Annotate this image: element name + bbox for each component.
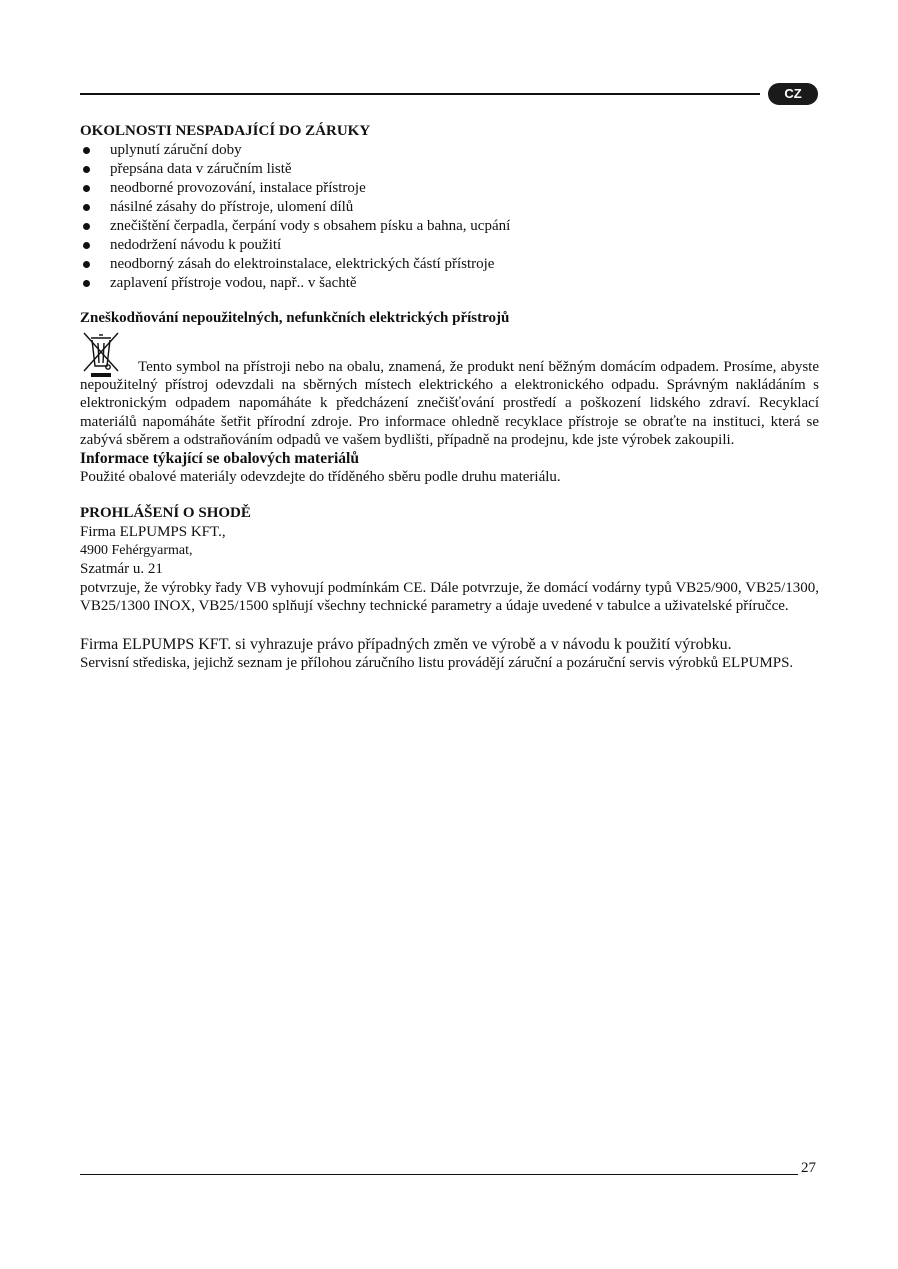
header-rule bbox=[80, 93, 760, 95]
page-number: 27 bbox=[801, 1160, 816, 1176]
page-content bbox=[80, 122, 819, 673]
list-item: uplynutí záruční doby bbox=[80, 141, 819, 160]
disposal-heading: Zneškodňování nepoužitelných, nefunkčních elektrických přístrojů bbox=[80, 310, 510, 326]
service-text: Servisní střediska, jejichž seznam je přílohou záručního listu provádějí záruční a pozáruční servis výrobků ELPUMPS. bbox=[80, 655, 794, 672]
disposal-text: Tento symbol na přístroji nebo na obalu, znamená, že produkt není běžným domácím odpadem. Prosíme, abyste nepoužitelný přístroj odevzdali na sběrných místech elektrického a elektronického odpadu. Správným nakládáním s elektronickým odpadem napomáháte k předcházení znečišťování prostředí a poškození lidského zdraví. Recyklací materiálů napomáháte šetřit přírodní zdroje. Pro informace ohledně recyklace přístroje se obraťte na instituci, která se zabývá sběrem a odstraňováním odpadů ve vašem bydlišti, případně na prodejnu, kde jste výrobek zakoupili. bbox=[80, 359, 819, 448]
disposal-body bbox=[80, 330, 819, 449]
declaration-heading: PROHLÁŠENÍ O SHODĚ bbox=[80, 505, 251, 522]
list-item: přepsána data v záručním listě bbox=[80, 160, 819, 179]
list-item: násilné zásahy do přístroje, ulomení dílů bbox=[80, 198, 819, 217]
company-city: 4900 Fehérgyarmat, bbox=[80, 542, 193, 558]
list-item: neodborné provozování, instalace přístroje bbox=[80, 179, 819, 198]
list-item: zaplavení přístroje vodou, např.. v šachtě bbox=[80, 274, 819, 293]
company-street: Szatmár u. 21 bbox=[80, 561, 163, 578]
bullet-icon bbox=[83, 185, 90, 192]
bullet-icon bbox=[83, 204, 90, 211]
closing-section bbox=[80, 635, 819, 672]
warranty-exclusions-list bbox=[80, 141, 819, 293]
bullet-icon bbox=[83, 147, 90, 154]
weee-crossed-bin-icon bbox=[80, 330, 122, 380]
packaging-heading: Informace týkající se obalových materiálů bbox=[80, 450, 359, 468]
list-item: neodborný zásah do elektroinstalace, elektrických částí přístroje bbox=[80, 255, 819, 274]
company-name: Firma ELPUMPS KFT., bbox=[80, 524, 226, 541]
bullet-icon bbox=[83, 280, 90, 287]
rights-text: Firma ELPUMPS KFT. si vyhrazuje právo případných změn ve výrobě a v návodu k použití výrobku. bbox=[80, 636, 732, 654]
list-item: znečištění čerpadla, čerpání vody s obsahem písku a bahna, ucpání bbox=[80, 217, 819, 236]
bullet-icon bbox=[83, 242, 90, 249]
packaging-text: Použité obalové materiály odevzdejte do tříděného sběru podle druhu materiálu. bbox=[80, 469, 561, 486]
bullet-icon bbox=[83, 166, 90, 173]
list-item: nedodržení návodu k použití bbox=[80, 236, 819, 255]
declaration-section bbox=[80, 504, 819, 615]
warranty-exclusions-section bbox=[80, 122, 819, 293]
bullet-icon bbox=[83, 261, 90, 268]
bullet-icon bbox=[83, 223, 90, 230]
declaration-text: potvrzuje, že výrobky řady VB vyhovují podmínkám CE. Dále potvrzuje, že domácí vodárny typů VB25/900, VB25/1300, VB25/1300 INOX, VB25/1500 splňují všechny technické parametry a údaje uvedené v tabulce a uživatelské příručce. bbox=[80, 579, 819, 615]
footer-rule bbox=[80, 1174, 798, 1175]
disposal-section bbox=[80, 309, 819, 486]
warranty-exclusions-heading: OKOLNOSTI NESPADAJÍCÍ DO ZÁRUKY bbox=[80, 123, 371, 139]
language-badge: CZ bbox=[768, 83, 818, 105]
